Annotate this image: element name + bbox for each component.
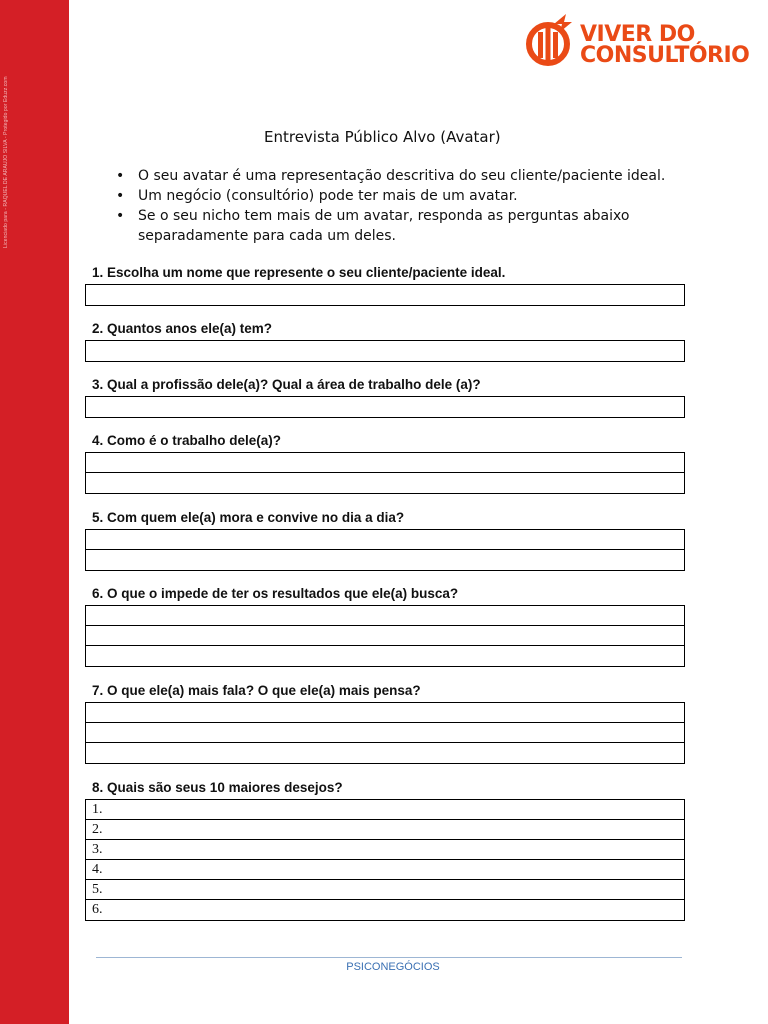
numbered-answer-field[interactable]: 1.	[86, 800, 684, 820]
question-7-label: 7. O que ele(a) mais fala? O que ele(a) mais pensa?	[92, 683, 421, 698]
answer-field[interactable]	[86, 473, 684, 493]
answer-field[interactable]	[86, 341, 684, 361]
intro-bullet-list	[116, 166, 676, 246]
answer-field[interactable]	[86, 550, 684, 570]
bullet-icon: •	[116, 208, 125, 224]
document-title: Entrevista Público Alvo (Avatar)	[264, 128, 501, 146]
bullet-icon: •	[116, 188, 125, 204]
question-6-answer-box	[85, 605, 685, 667]
question-5-answer-box	[85, 529, 685, 571]
numbered-answer-field[interactable]: 4.	[86, 860, 684, 880]
license-watermark: Licenciado para - RAQUEL DE ARAUJO SILVA - Protegido por Eduzz.com	[3, 76, 9, 248]
numbered-answer-field[interactable]: 2.	[86, 820, 684, 840]
question-3-answer-box	[85, 396, 685, 418]
viver-do-consultorio-logo-icon	[524, 10, 578, 70]
answer-field[interactable]	[86, 703, 684, 723]
logo-line-1: VIVER DO	[580, 22, 695, 47]
question-6-label: 6. O que o impede de ter os resultados que ele(a) busca?	[92, 586, 459, 601]
bullet-text: Um negócio (consultório) pode ter mais de um avatar.	[138, 188, 518, 204]
answer-field[interactable]	[86, 285, 684, 305]
answer-field[interactable]	[86, 397, 684, 417]
question-1-label: 1. Escolha um nome que represente o seu cliente/paciente ideal.	[92, 265, 506, 280]
question-2-answer-box	[85, 340, 685, 362]
footer-text: PSICONEGÓCIOS	[346, 961, 440, 973]
footer-label	[0, 961, 768, 973]
bullet-text: O seu avatar é uma representação descritiva do seu cliente/paciente ideal.	[138, 168, 666, 184]
numbered-answer-field[interactable]: 6.	[92, 902, 103, 917]
question-8-label: 8. Quais são seus 10 maiores desejos?	[92, 780, 343, 795]
question-3-label: 3. Qual a profissão dele(a)? Qual a área de trabalho dele (a)?	[92, 377, 481, 392]
answer-field[interactable]	[86, 723, 684, 743]
numbered-answer-field[interactable]: 3.	[86, 840, 684, 860]
question-1-answer-box	[85, 284, 685, 306]
footer-divider	[96, 957, 682, 958]
bullet-icon: •	[116, 168, 125, 184]
bullet-item	[116, 166, 676, 186]
logo-wordmark	[580, 24, 749, 66]
numbered-answer-field[interactable]: 5.	[86, 880, 684, 900]
brand-logo	[524, 10, 750, 72]
logo-line-2: CONSULTÓRIO	[580, 43, 750, 68]
bullet-item	[116, 186, 676, 206]
question-8-answer-box	[85, 799, 685, 921]
bullet-item	[116, 206, 676, 246]
answer-field[interactable]	[86, 626, 684, 646]
answer-field[interactable]	[86, 453, 684, 473]
answer-field[interactable]	[86, 743, 684, 763]
question-5-label: 5. Com quem ele(a) mora e convive no dia a dia?	[92, 510, 405, 525]
question-4-answer-box	[85, 452, 685, 494]
question-2-label: 2. Quantos anos ele(a) tem?	[92, 321, 273, 336]
answer-field[interactable]	[86, 530, 684, 550]
question-4-label: 4. Como é o trabalho dele(a)?	[92, 433, 282, 448]
bullet-text: Se o seu nicho tem mais de um avatar, responda as perguntas abaixo separadamente para cada um deles.	[138, 208, 630, 244]
answer-field[interactable]	[86, 606, 684, 626]
answer-field[interactable]	[86, 646, 684, 666]
question-7-answer-box	[85, 702, 685, 764]
left-red-sidebar	[0, 0, 69, 1024]
